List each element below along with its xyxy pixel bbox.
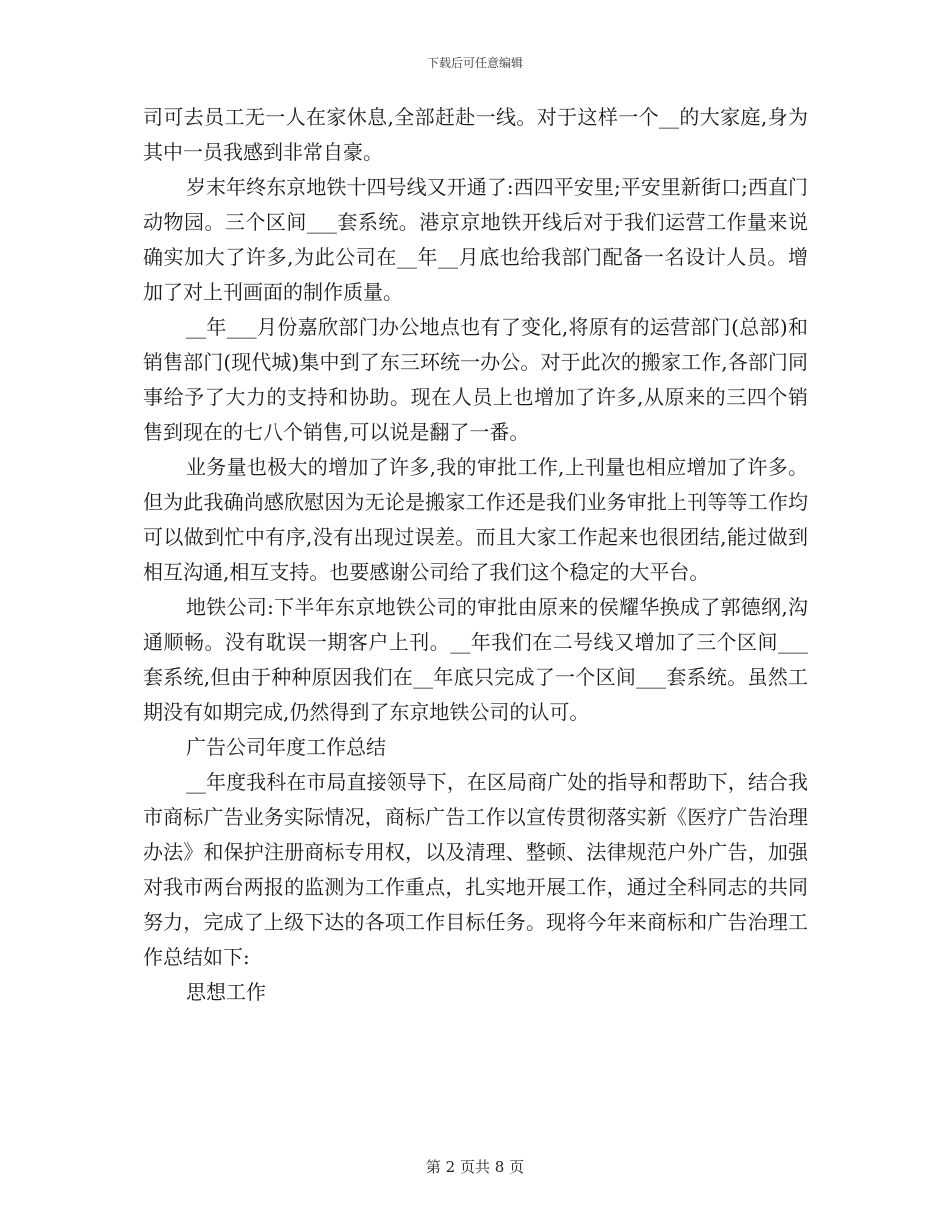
paragraph-continued: 司可去员工无一人在家休息,全部赶赴一线。对于这样一个__的大家庭,身为其中一员我感到非常自豪。 <box>143 105 808 164</box>
section-heading: 思想工作 <box>186 980 266 1004</box>
document-body <box>143 100 808 1010</box>
paragraph: __年___月份嘉欣部门办公地点也有了变化,将原有的运营部门(总部)和销售部门(现代城)集中到了东三环统一办公。对于此次的搬家工作,各部门同事给予了大力的支持和协助。现在人员上也增加了许多,从原来的三四个销售到现在的七八个销售,可以说是翻了一番。 <box>143 315 808 444</box>
paragraph: 岁末年终东京地铁十四号线又开通了:西四平安里;平安里新街口;西直门动物园。三个区间___套系统。港京京地铁开线后对于我们运营工作量来说确实加大了许多,为此公司在__年__月底也给我部门配备一名设计人员。增加了对上刊画面的制作质量。 <box>143 175 808 304</box>
paragraph: __年度我科在市局直接领导下，在区局商广处的指导和帮助下，结合我市商标广告业务实际情况，商标广告工作以宣传贯彻落实新《医疗广告治理办法》和保护注册商标专用权，以及清理、整顿、法律规范户外广告，加强对我市两台两报的监测为工作重点，扎实地开展工作，通过全科同志的共同努力，完成了上级下达的各项工作目标任务。现将今年来商标和广告治理工作总结如下: <box>143 770 808 969</box>
paragraph: 业务量也极大的增加了许多,我的审批工作,上刊量也相应增加了许多。但为此我确尚感欣慰因为无论是搬家工作还是我们业务审批上刊等等工作均可以做到忙中有序,没有出现过误差。而且大家工作起来也很团结,能过做到相互沟通,相互支持。也要感谢公司给了我们这个稳定的大平台。 <box>143 455 808 584</box>
section-heading: 广告公司年度工作总结 <box>186 735 386 759</box>
page-number: 第 2 页共 8 页 <box>425 1158 525 1176</box>
paragraph: 地铁公司:下半年东京地铁公司的审批由原来的侯耀华换成了郭德纲,沟通顺畅。没有耽误一期客户上刊。__年我们在二号线又增加了三个区间___套系统,但由于种种原因我们在__年底只完成了一个区间___套系统。虽然工期没有如期完成,仍然得到了东京地铁公司的认可。 <box>143 595 808 724</box>
page-header-note: 下载后可任意编辑 <box>426 56 523 70</box>
